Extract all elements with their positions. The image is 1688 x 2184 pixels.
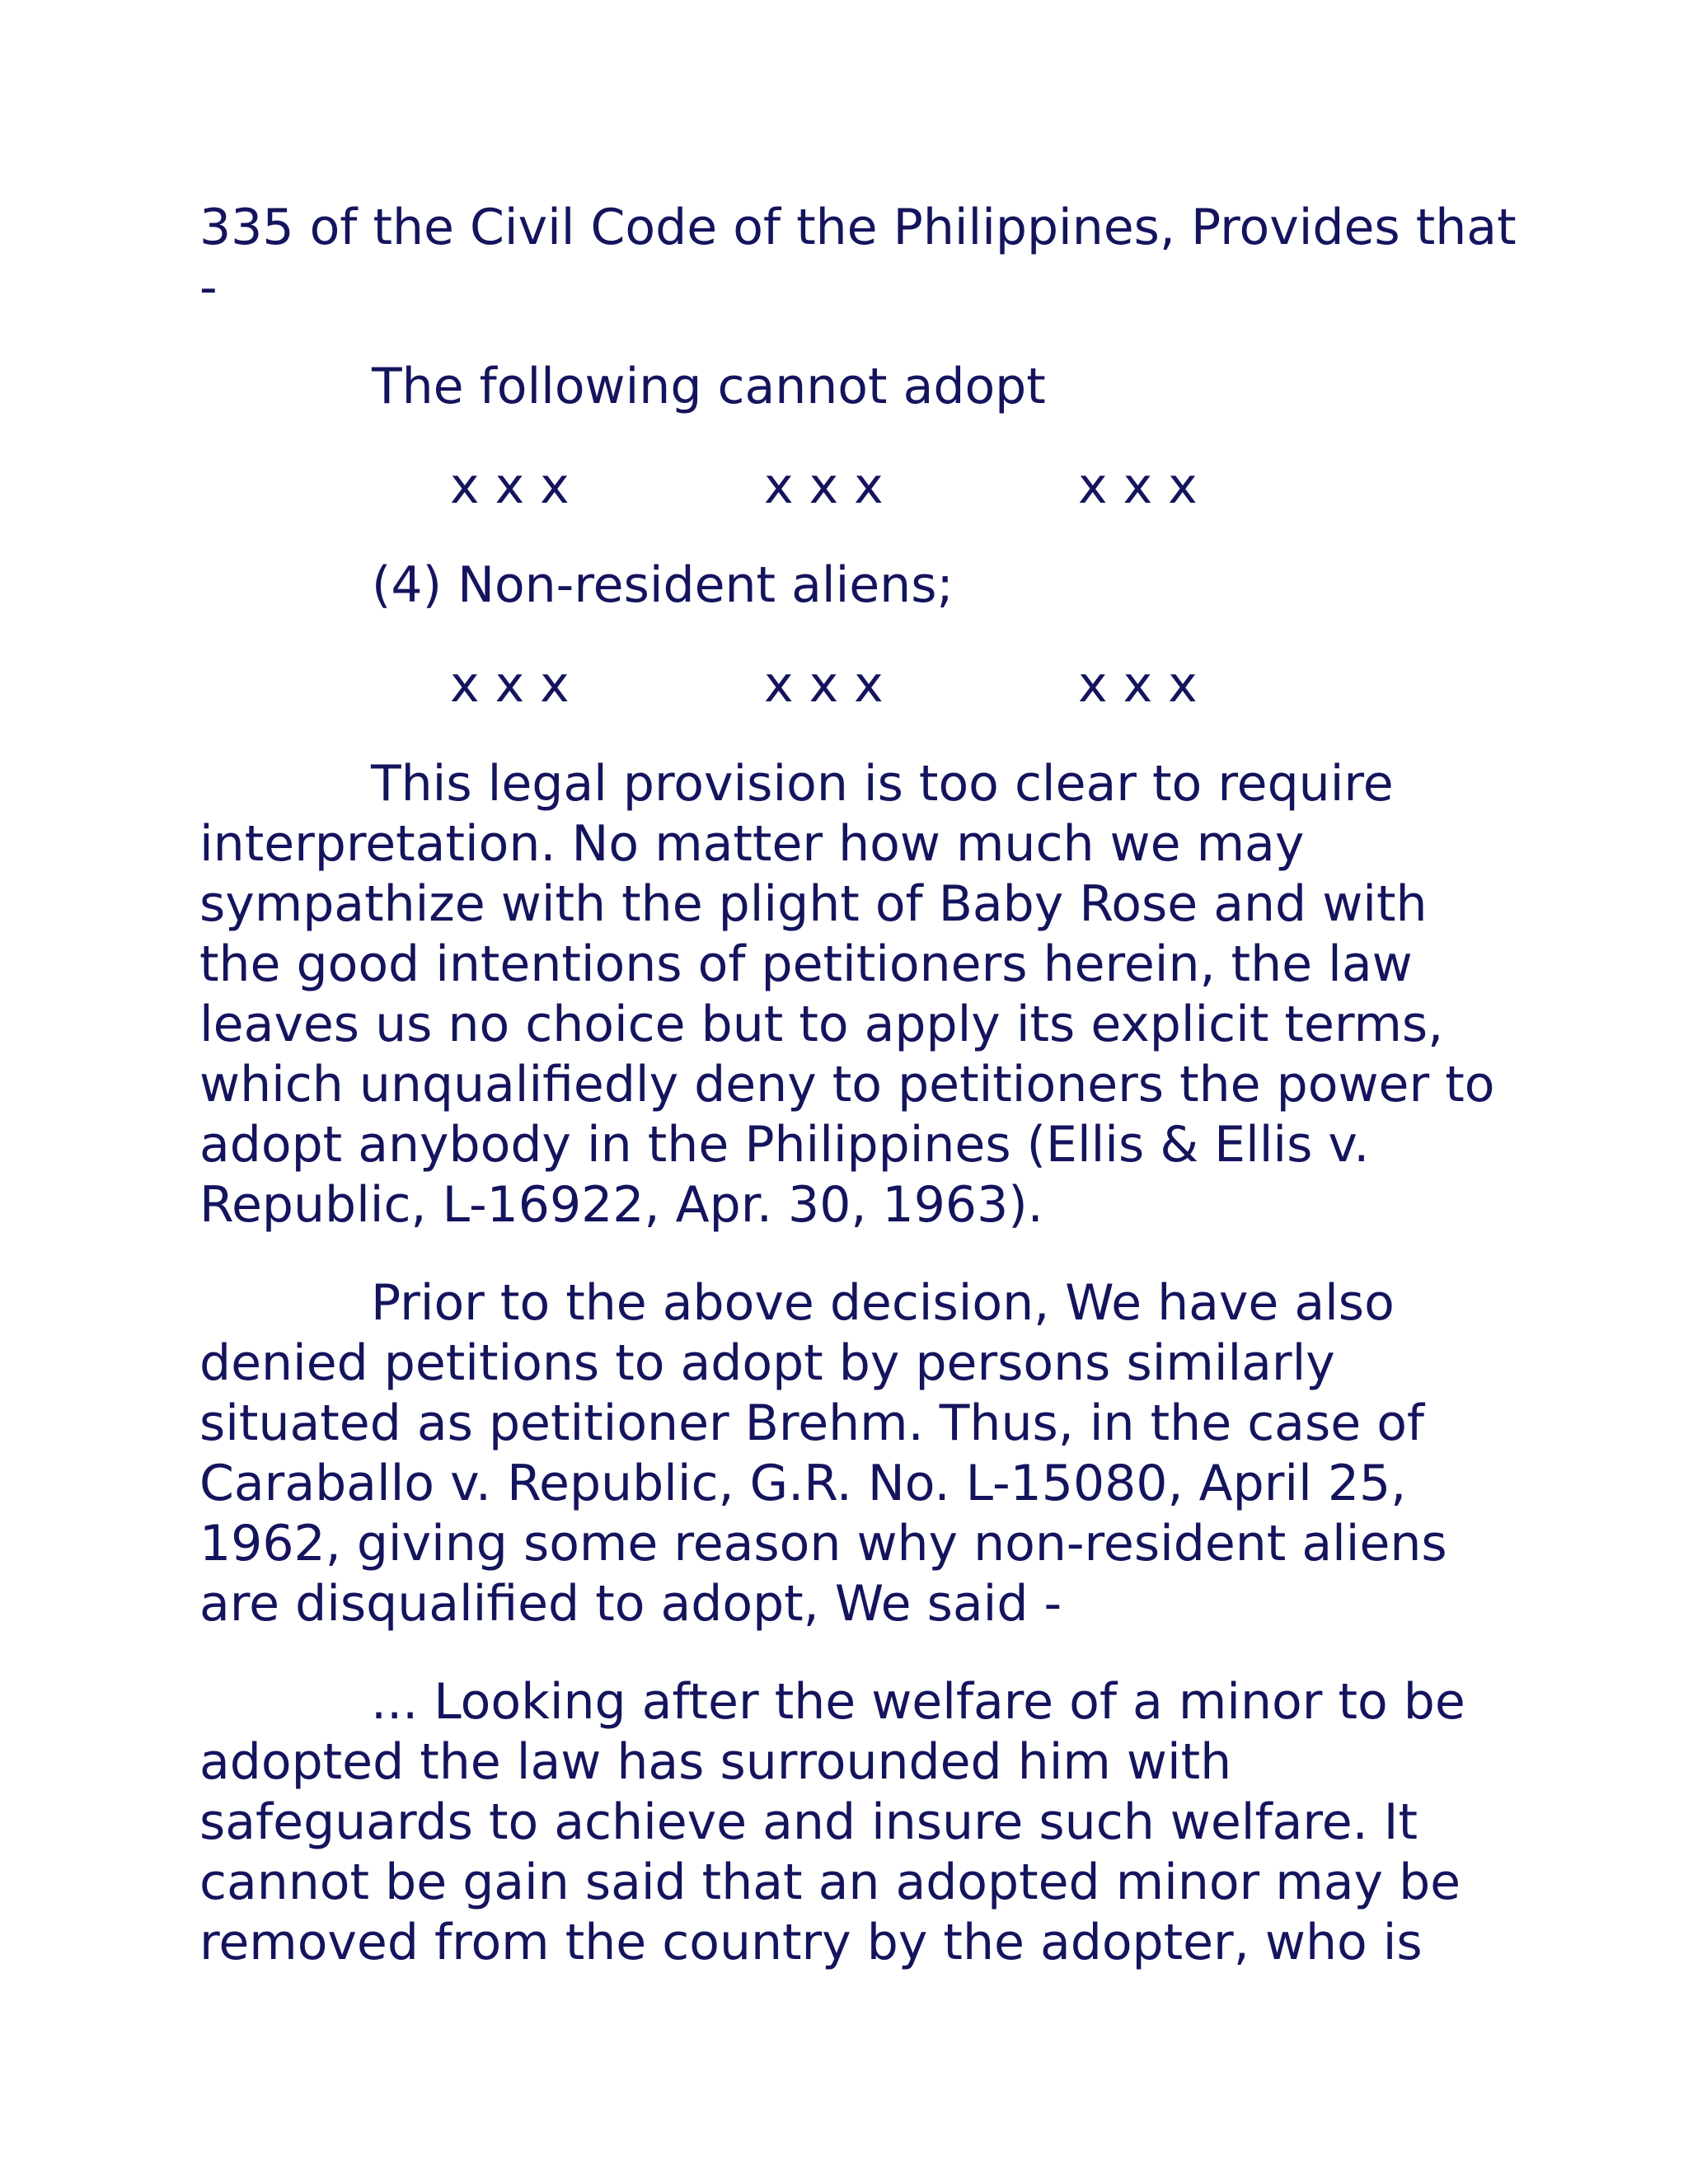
ellipsis-row [0,655,1688,715]
paragraph-intro: 335 of the Civil Code of the Philippines, Provides that - [199,199,1517,316]
quoted-provision-item: (4) Non-resident aliens; [372,556,954,614]
ellipsis-mark: x x x [764,656,884,714]
paragraph-interpretation: This legal provision is too clear to require interpretation. No matter how much we may sympathize with the plight of Baby Rose and with the good intentions of petitioners herein, the law leaves us no choice but to apply its explicit terms, which unqualifiedly deny to petitioners the power to adopt anybody in the Philippines (Ellis & Ellis v. Republic, L-16922, Apr. 30, 1963). [199,755,1495,1234]
ellipsis-row [0,457,1688,517]
paragraph-quotation: ... Looking after the welfare of a minor to be adopted the law has surrounded him with safeguards to achieve and insure such welfare. It cannot be gain said that an adopted minor may be removed from the country by the adopter, who is [199,1673,1465,1971]
ellipsis-mark: x x x [1078,457,1198,515]
quoted-provision-heading: The following cannot adopt [372,358,1046,415]
ellipsis-mark: x x x [764,457,884,515]
ellipsis-mark: x x x [450,656,570,714]
ellipsis-mark: x x x [1078,656,1198,714]
paragraph-prior-decision: Prior to the above decision, We have also denied petitions to adopt by persons similarly situated as petitioner Brehm. Thus, in the case of Caraballo v. Republic, G.R. No. L-15080, April 25, 1962, giving some reason why non-resident aliens are disqualified to adopt, We said - [199,1274,1447,1633]
ellipsis-mark: x x x [450,457,570,515]
